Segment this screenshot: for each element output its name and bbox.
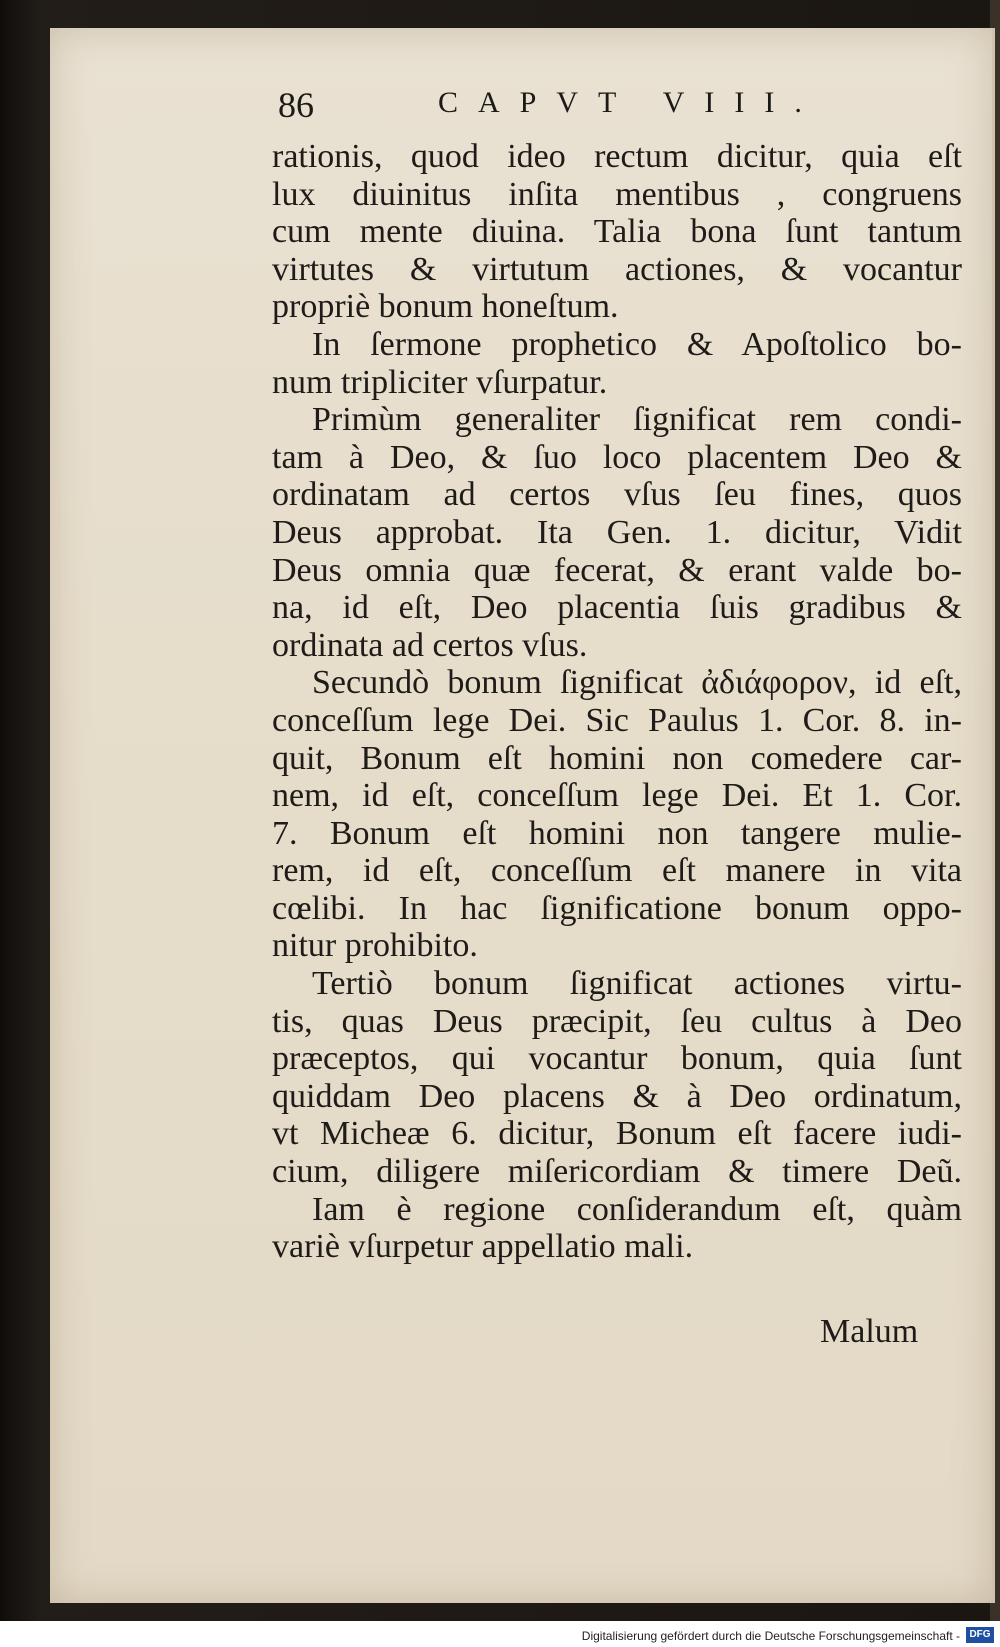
- running-head: CAPVT VIII.: [438, 86, 822, 119]
- text-line: rationis, quod ideo rectum dicitur, quia eſt: [272, 138, 962, 175]
- text-line: ordinata ad certos vſus.: [272, 626, 588, 664]
- text-line: Deus approbat. Ita Gen. 1. dicitur, Vidit: [272, 513, 962, 551]
- text-line: cium, diligere miſericordiam & timere Deũ.: [272, 1153, 962, 1191]
- footer-credit: Digitalisierung gefördert durch die Deutsche Forschungsgemeinschaft -: [581, 1629, 960, 1643]
- text-line: rem, id eſt, conceſſum eſt manere in vita: [272, 852, 962, 890]
- footer-bar: [0, 1621, 1000, 1647]
- text-line: cœlibi. In hac ſignificatione bonum oppo-: [272, 889, 962, 927]
- text-line: nem, id eſt, conceſſum lege Dei. Et 1. Cor.: [272, 777, 962, 815]
- text-line: Tertiò bonum ſignificat actiones virtu-: [312, 965, 962, 1003]
- text-line: conceſſum lege Dei. Sic Paulus 1. Cor. 8. in-: [272, 701, 962, 739]
- text-line: quiddam Deo placens & à Deo ordinatum,: [272, 1077, 962, 1115]
- text-line: virtutes & virtutum actiones, & vocantur: [272, 250, 962, 288]
- text-line: num tripliciter vſurpatur.: [272, 363, 608, 401]
- text-line: nitur prohibito.: [272, 927, 478, 965]
- dfg-logo: DFG: [966, 1627, 994, 1643]
- text-line: præceptos, qui vocantur bonum, quia ſunt: [272, 1040, 962, 1078]
- text-line: tam à Deo, & ſuo loco placentem Deo &: [272, 438, 962, 476]
- body-text: [272, 138, 962, 1266]
- text-line: propriè bonum honeſtum.: [272, 288, 619, 326]
- text-line: vt Micheæ 6. dicitur, Bonum eſt facere iudi-: [272, 1115, 962, 1153]
- text-line: Deus omnia quæ fecerat, & erant valde bo-: [272, 551, 962, 589]
- text-line: quit, Bonum eſt homini non comedere car-: [272, 739, 962, 777]
- text-line: In ſermone prophetico & Apoſtolico bo-: [312, 325, 962, 363]
- catchword: Malum: [820, 1313, 919, 1350]
- page-header: [278, 84, 838, 130]
- text-line: Iam è regione conſiderandum eſt, quàm: [312, 1190, 962, 1228]
- text-line: Secundò bonum ſignificat ἀδιάφορον, id eſt,: [312, 664, 962, 702]
- text-line: 7. Bonum eſt homini non tangere mulie-: [272, 814, 962, 852]
- text-line: na, id eſt, Deo placentia ſuis gradibus &: [272, 589, 962, 627]
- text-line: variè vſurpetur appellatio mali.: [272, 1228, 694, 1266]
- text-line: cum mente diuina. Talia bona ſunt tantum: [272, 213, 962, 251]
- text-line: Primùm generaliter ſignificat rem condi-: [312, 401, 962, 439]
- text-line: lux diuinitus inſita mentibus , congruens: [272, 175, 962, 213]
- text-line: ordinatam ad certos vſus ſeu fines, quos: [272, 476, 962, 514]
- page-number: 86: [278, 85, 314, 125]
- text-line: tis, quas Deus præcipit, ſeu cultus à Deo: [272, 1002, 962, 1040]
